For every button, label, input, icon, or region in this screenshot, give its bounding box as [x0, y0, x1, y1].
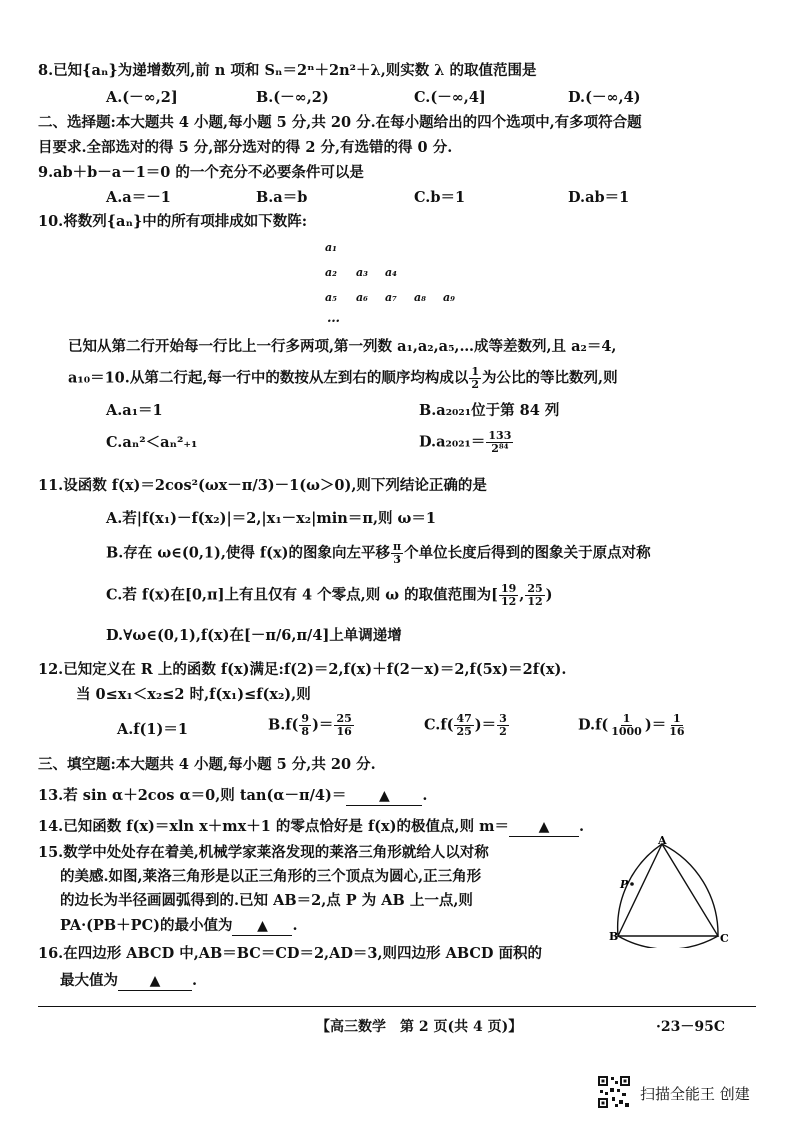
array-cell: a₈: [414, 291, 426, 304]
fraction-denominator: 12: [500, 595, 517, 608]
q8-stem: 8.已知{aₙ}为递增数列,前 n 项和 Sₙ＝2ⁿ＋2n²＋λ,则实数 λ 的取值范围是: [38, 62, 537, 79]
reuleaux-triangle-figure: [606, 836, 736, 948]
fraction-numerator: 25: [527, 582, 543, 595]
array-cell: a₄: [385, 266, 397, 279]
q12-option-c: C.f( $\frac{47}{25}$ )＝ $\frac{3}{2}$: [424, 712, 507, 738]
array-cell: a₇: [385, 291, 397, 304]
q11-option-c: C.若 f(x)在[0,π]上有且仅有 4 个零点,则 ω 的取值范围为[ $\frac{19}{12}$ , $\frac{25}{12}$ ): [106, 582, 553, 608]
q14-line: 14.已知函数 f(x)＝xln x＋mx＋1 的零点恰好是 f(x)的极值点,则 m＝ ▲ .: [38, 818, 585, 835]
fraction-denominator: 25: [456, 725, 472, 738]
q9-option-b: B.a＝b: [256, 189, 308, 206]
q9-option-c: C.b＝1: [414, 189, 466, 206]
fraction-denominator: 2: [499, 725, 507, 738]
q12-option-d: D.f( $\frac{1}{1000}$ )＝ $\frac{1}{16}$: [578, 712, 685, 738]
fraction-denominator: 3: [393, 553, 401, 566]
q15-line3: 的边长为半径画圆弧得到的.已知 AB＝2,点 P 为 AB 上一点,则: [60, 892, 473, 909]
fraction-numerator: 133: [488, 429, 512, 442]
fraction-numerator: 3: [499, 712, 507, 725]
page-footer: 【高三数学 第 2 页(共 4 页)】: [316, 1019, 523, 1035]
fraction-numerator: 1: [622, 712, 631, 725]
array-cell: a₃: [356, 266, 368, 279]
answer-blank[interactable]: ▲: [232, 917, 292, 936]
q11-option-b: [106, 541, 651, 566]
q10-condition-line1: 已知从第二行开始每一行比上一行多两项,第一列数 a₁,a₂,a₅,…成等差数列,且 a₂＝4,: [68, 338, 617, 355]
q10-condition-line2: [68, 366, 618, 391]
q10-option-d: [419, 430, 514, 455]
fraction-denominator: 16: [669, 725, 685, 738]
q8-option-a: A.(－∞,2]: [106, 89, 178, 106]
q11-option-b-text-a: B.存在 ω∈(0,1),使得 f(x)的图象向左平移: [106, 544, 391, 562]
scanner-watermark: 扫描全能王 创建: [640, 1085, 750, 1103]
fraction-numerator: 19: [500, 582, 517, 595]
fraction: [667, 713, 686, 738]
vertex-label-b: B: [609, 930, 619, 943]
q12-condition: 当 0≤x₁＜x₂≤2 时,f(x₁)≤f(x₂),则: [76, 686, 311, 703]
fraction-numerator: 1: [673, 712, 681, 725]
fraction: [334, 713, 353, 738]
shift-fraction: [391, 541, 403, 566]
section2-instructions: 目要求.全部选对的得 5 分,部分选对的得 2 分,有选错的得 0 分.: [38, 139, 453, 156]
vertex-label-a: A: [658, 836, 667, 847]
ratio-fraction: [469, 366, 481, 391]
q16-line2: 最大值为 ▲ .: [60, 972, 198, 989]
fraction-numerator: 25: [336, 712, 352, 725]
q12-option-c-text: C.f(: [424, 716, 454, 734]
q16-line1: 16.在四边形 ABCD 中,AB＝BC＝CD＝2,AD＝3,则四边形 ABCD 面积的: [38, 945, 543, 962]
q11-option-c-close: ): [545, 586, 553, 604]
q10-option-a: A.a₁＝1: [106, 402, 163, 419]
array-cell: a₂: [325, 266, 337, 279]
q15-line2: 的美感.如图,莱洛三角形是以正三角形的三个顶点为圆心,正三角形: [60, 868, 482, 885]
q13-line: 13.若 sin α＋2cos α＝0,则 tan(α－π/4)＝ ▲ .: [38, 787, 428, 804]
array-ellipsis: …: [327, 311, 340, 326]
q15-stem-end: PA·(PB＋PC)的最小值为: [60, 917, 233, 934]
fraction-numerator: π: [393, 540, 402, 553]
array-cell: a₅: [325, 291, 337, 304]
q9-stem: 9.ab＋b－a－1＝0 的一个充分不必要条件可以是: [38, 164, 364, 181]
q13-stem: 13.若 sin α＋2cos α＝0,则 tan(α－π/4)＝: [38, 787, 347, 804]
answer-blank[interactable]: ▲: [346, 787, 422, 806]
q10-condition-text-a: a₁₀＝10.从第二行起,每一行中的数按从左到右的顺序均构成以: [68, 369, 469, 387]
fraction: [609, 713, 644, 738]
array-cell: a₁: [325, 241, 337, 254]
q10-option-b: B.a₂₀₂₁位于第 84 列: [419, 402, 560, 419]
reuleaux-arcs: [618, 844, 718, 948]
q12-option-a: A.f(1)＝1: [117, 721, 188, 738]
fraction-denominator: 8: [301, 725, 310, 738]
q8-option-c: C.(－∞,4]: [414, 89, 486, 106]
fraction-numerator: 47: [456, 712, 472, 725]
point-p: [630, 882, 634, 886]
q12-option-d-text: D.f(: [578, 716, 609, 734]
q9-option-a: A.a＝－1: [106, 189, 171, 206]
qr-code-icon: [597, 1075, 631, 1109]
fraction-denominator: 12: [527, 595, 543, 608]
q8-option-b: B.(－∞,2): [256, 89, 329, 106]
vertex-label-c: C: [720, 932, 729, 945]
q12-option-b-text: B.f(: [268, 716, 299, 734]
q10-condition-text-b: 为公比的等比数列,则: [482, 369, 618, 387]
q11-stem: 11.设函数 f(x)＝2cos²(ωx－π/3)－1(ω＞0),则下列结论正确的是: [38, 477, 487, 494]
fraction: [454, 713, 473, 738]
fraction: [497, 713, 509, 738]
q9-option-d: D.ab＝1: [568, 189, 630, 206]
equilateral-triangle: [618, 844, 718, 936]
array-cell: a₉: [443, 291, 455, 304]
q12-option-b: B.f( $\frac{9}{8}$ )＝ $\frac{25}{16}$: [268, 712, 352, 738]
fraction-denominator: 1000: [611, 725, 642, 738]
q16-stem-end: 最大值为: [60, 972, 118, 989]
q10-option-d-text: D.a₂₀₂₁＝: [419, 433, 486, 451]
q8-option-d: D.(－∞,4): [568, 89, 641, 106]
fraction-numerator: 9: [301, 712, 310, 725]
fraction-denominator: 2: [471, 378, 480, 391]
range-upper-fraction: [525, 583, 544, 608]
q10-stem: 10.将数列{aₙ}中的所有项排成如下数阵:: [38, 213, 308, 230]
point-label-p: P: [620, 878, 629, 891]
q15-line1: 15.数学中处处存在着美,机械学家莱洛发现的莱洛三角形就给人以对称: [38, 844, 489, 861]
fraction-denominator: 16: [336, 725, 352, 738]
q11-option-b-text-b: 个单位长度后得到的图象关于原点对称: [404, 544, 651, 562]
fraction: [299, 713, 311, 738]
footer-rule: [38, 1006, 756, 1007]
section3-heading: 三、填空题:本大题共 4 小题,每小题 5 分,共 20 分.: [38, 756, 376, 773]
range-lower-fraction: [499, 583, 518, 608]
array-cell: a₆: [356, 291, 368, 304]
q14-stem: 14.已知函数 f(x)＝xln x＋mx＋1 的零点恰好是 f(x)的极值点,则 m＝: [38, 818, 509, 835]
exam-code: ·23－95C: [656, 1019, 725, 1035]
q11-option-d: D.∀ω∈(0,1),f(x)在[－π/6,π/4]上单调递增: [106, 627, 402, 644]
q12-stem: 12.已知定义在 R 上的函数 f(x)满足:f(2)＝2,f(x)＋f(2－x)＝2,f(5x)＝2f(x).: [38, 661, 567, 678]
answer-blank[interactable]: ▲: [509, 818, 579, 837]
fraction-denominator: 2⁸⁴: [491, 442, 509, 455]
q11-option-c-text: C.若 f(x)在[0,π]上有且仅有 4 个零点,则 ω 的取值范围为[: [106, 586, 498, 604]
q10-option-d-fraction: [486, 430, 513, 455]
q10-option-c: C.aₙ²＜aₙ²₊₁: [106, 434, 198, 451]
q11-option-a: A.若|f(x₁)－f(x₂)|＝2,|x₁－x₂|min＝π,则 ω＝1: [106, 510, 436, 527]
fraction-numerator: 1: [471, 365, 480, 378]
section2-heading: 二、选择题:本大题共 4 小题,每小题 5 分,共 20 分.在每小题给出的四个选项中,有多项符合题: [38, 114, 642, 131]
answer-blank[interactable]: ▲: [118, 972, 192, 991]
q15-line4: PA·(PB＋PC)的最小值为 ▲ .: [60, 917, 298, 934]
